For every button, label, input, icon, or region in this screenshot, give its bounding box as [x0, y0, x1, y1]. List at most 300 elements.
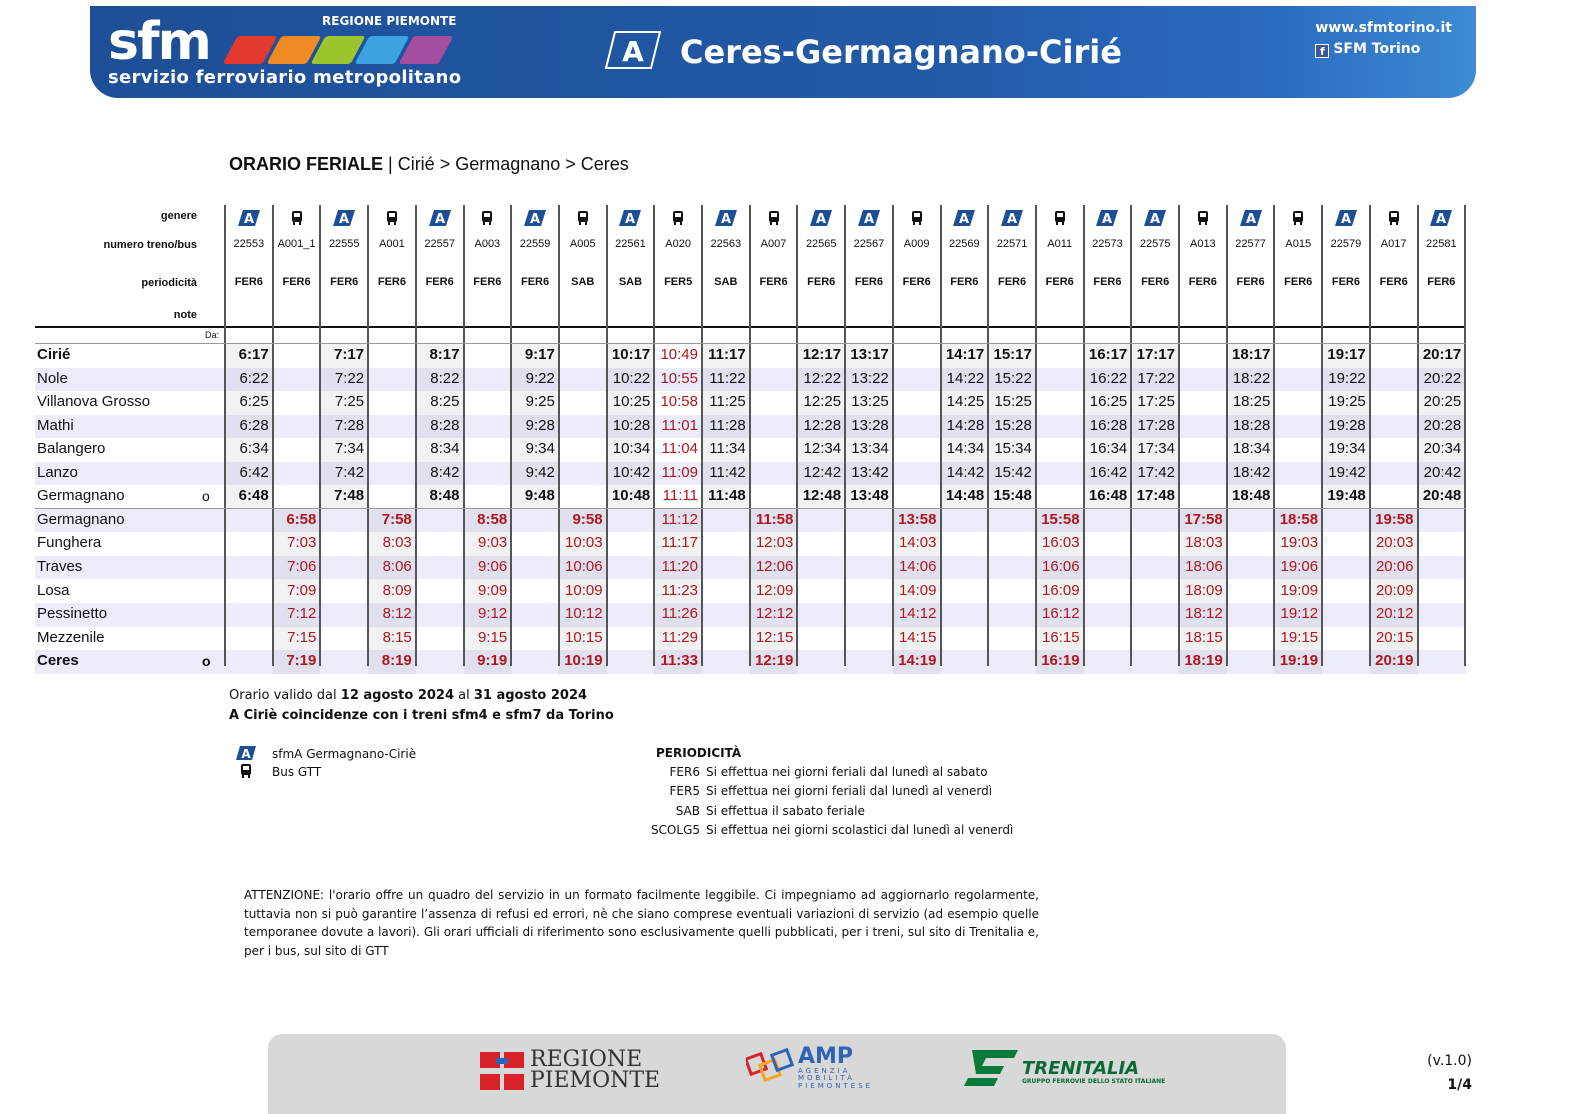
amp-sub3: PIEMONTESE [798, 1081, 874, 1090]
column-divider [940, 205, 942, 666]
departure-time: 8:58 [477, 510, 508, 528]
legend-train-label: sfmA Germagnano-Ciriè [272, 747, 417, 761]
departure-time: 14:28 [946, 416, 985, 434]
departure-time: 12:34 [803, 440, 842, 458]
departure-time: 6:22 [239, 369, 269, 387]
departure-time: 9:48 [524, 487, 555, 505]
departure-time: 11:28 [709, 416, 746, 434]
station-name: Ceres [37, 652, 79, 670]
departure-time: 13:34 [851, 440, 889, 458]
train-number: 22555 [328, 238, 360, 250]
bus-icon [667, 210, 689, 226]
departure-time: 13:48 [850, 487, 889, 505]
departure-time: 15:48 [993, 487, 1032, 505]
departure-time: 10:06 [565, 557, 603, 575]
train-number: A001_1 [277, 238, 316, 250]
departure-time: 16:48 [1088, 487, 1128, 505]
line-a-icon [605, 30, 661, 70]
svg-text:A: A [1007, 212, 1018, 226]
legend-bus [236, 763, 416, 781]
station-name: Germagnano [37, 510, 125, 528]
departure-time: 7:06 [287, 557, 317, 575]
departure-time: 12:09 [755, 581, 794, 599]
departure-time: 9:15 [477, 628, 508, 646]
train-icon [236, 746, 256, 760]
periodicity-code: FER6 [759, 276, 788, 288]
svg-text:A: A [434, 212, 445, 226]
departure-time: 7:15 [287, 628, 317, 646]
column-divider [844, 205, 846, 666]
departure-time: 6:34 [239, 440, 269, 458]
periodicity-code: FER6 [425, 276, 454, 288]
column-divider [224, 205, 226, 666]
periodicity-code: FER6 [1284, 276, 1313, 288]
column-divider [1226, 205, 1228, 666]
departure-time: 12:19 [755, 652, 794, 670]
departure-time: 9:25 [525, 393, 555, 411]
departure-time: 16:03 [1042, 534, 1080, 552]
legend-train [236, 745, 416, 763]
departure-time: 19:09 [1280, 581, 1319, 599]
departure-time: 20:15 [1375, 628, 1414, 646]
departure-time: 12:28 [803, 416, 842, 434]
train-icon [1430, 210, 1452, 226]
departure-time: 11:58 [755, 510, 794, 528]
train-number: A020 [665, 238, 691, 250]
departure-time: 18:19 [1184, 652, 1223, 670]
departure-time: 10:48 [611, 487, 651, 505]
validity-prefix: Orario valido dal [229, 688, 341, 703]
departure-time: 10:34 [612, 440, 651, 458]
departure-time: 13:22 [851, 369, 889, 387]
departure-time: 6:42 [239, 463, 269, 481]
train-number: 22553 [233, 238, 265, 250]
sfm-stripes-logo [230, 36, 446, 64]
trenitalia-sub: GRUPPO FERROVIE DELLO STATO ITALIANE [1022, 1077, 1166, 1085]
validity-line [229, 686, 614, 706]
periodicita-code: SCOLG5 [650, 822, 700, 837]
departure-time: 7:28 [334, 416, 365, 434]
departure-time: 7:19 [286, 652, 317, 670]
facebook-link[interactable] [1315, 39, 1452, 60]
departure-time: 15:25 [994, 393, 1032, 411]
departure-time: 10:28 [612, 416, 651, 434]
region-label: REGIONE PIEMONTE [322, 14, 457, 28]
departure-time: 6:17 [238, 346, 269, 363]
departure-time: 10:17 [611, 346, 651, 363]
train-number: A003 [474, 238, 501, 250]
column-divider [987, 205, 989, 666]
departure-time: 19:28 [1328, 416, 1366, 434]
svg-text:A: A [720, 212, 731, 226]
validity-to: 31 agosto 2024 [473, 688, 588, 703]
svg-text:A: A [863, 212, 874, 226]
regione-piemonte-icon [480, 1052, 524, 1090]
departure-time: 19:19 [1279, 652, 1319, 670]
svg-text:A: A [241, 747, 251, 760]
periodicity-code: FER6 [1141, 276, 1170, 288]
departure-time: 15:22 [994, 369, 1032, 387]
svg-text:A: A [530, 212, 541, 226]
train-icon [333, 210, 355, 226]
train-icon [715, 210, 737, 226]
departure-time: 18:06 [1185, 557, 1223, 575]
departure-time: 8:48 [429, 487, 460, 505]
station-name: Balangero [37, 440, 106, 458]
departure-time: 10:03 [565, 534, 603, 552]
departure-time: 20:22 [1423, 369, 1462, 387]
column-divider [1417, 205, 1419, 666]
departure-time: 14:17 [945, 346, 985, 363]
periodicity-code: FER6 [377, 276, 406, 288]
periodicity-code: FER6 [950, 276, 979, 288]
departure-time: 19:25 [1328, 393, 1366, 411]
row-rule [35, 508, 1466, 509]
departure-time: 14:19 [898, 652, 937, 670]
train-number: A007 [760, 238, 787, 250]
departure-time: 14:42 [946, 463, 985, 481]
row-rule [35, 343, 1466, 344]
column-divider [1464, 205, 1466, 666]
departure-time: 12:17 [802, 346, 842, 363]
train-number: A011 [1047, 238, 1073, 250]
column-divider [1083, 205, 1085, 666]
periodicity-code: FER6 [1331, 276, 1360, 288]
train-number: A017 [1380, 238, 1407, 250]
departure-time: 18:42 [1232, 463, 1271, 481]
departure-time: 9:03 [477, 534, 508, 552]
train-icon [429, 210, 451, 226]
departure-time: 13:28 [851, 416, 889, 434]
train-number: 22575 [1139, 238, 1171, 250]
departure-time: 18:48 [1232, 487, 1271, 505]
departure-time: 14:25 [946, 393, 985, 411]
train-number: A013 [1189, 238, 1216, 250]
departure-time: 18:03 [1185, 534, 1223, 552]
departure-time: 8:28 [430, 416, 460, 434]
departure-time: 8:25 [430, 393, 460, 411]
departure-time: 7:12 [287, 605, 317, 623]
departure-time: 10:55 [660, 369, 698, 387]
departure-time: 11:33 [660, 652, 698, 670]
departure-time: 9:58 [572, 510, 603, 528]
station-name: Pessinetto [37, 605, 108, 623]
departure-time: 9:19 [477, 652, 508, 670]
periodicity-code: SAB [571, 276, 595, 288]
periodicity-code: FER6 [473, 276, 502, 288]
periodicity-code: FER6 [234, 276, 263, 288]
departure-time: 9:34 [525, 440, 555, 458]
departure-time: 6:48 [238, 487, 269, 505]
train-number: A005 [569, 238, 596, 250]
train-icon [953, 210, 975, 226]
train-number: A015 [1285, 238, 1312, 250]
periodicita-code: FER5 [669, 784, 700, 799]
departure-time: 11:12 [661, 510, 698, 528]
periodicity-code: FER6 [1427, 276, 1456, 288]
departure-time: 8:22 [430, 369, 460, 387]
departure-time: 8:03 [382, 534, 412, 552]
train-icon [1335, 210, 1357, 226]
departure-time: 11:09 [661, 463, 698, 481]
facebook-label: SFM Torino [1333, 41, 1421, 57]
bus-icon [476, 210, 498, 226]
departure-time: 10:22 [612, 369, 651, 387]
departure-time: 11:23 [661, 581, 698, 599]
facebook-icon: f [1315, 44, 1329, 58]
version-info [1427, 1050, 1472, 1098]
line-title: Ceres-Germagnano-Cirié [680, 33, 1122, 71]
bus-icon [763, 210, 785, 226]
trenitalia-icon [964, 1046, 1020, 1086]
amp-icon [746, 1046, 796, 1090]
departure-time: 9:09 [477, 581, 508, 599]
periodicita-desc: Si effettua nei giorni feriali dal lunedì al sabato [706, 765, 988, 780]
departure-time: 16:19 [1041, 652, 1080, 670]
departure-time: 12:06 [755, 557, 794, 575]
departure-time: 20:48 [1422, 487, 1462, 505]
train-number: 22577 [1235, 238, 1266, 250]
periodicity-code: FER5 [664, 276, 693, 288]
departure-time: 14:22 [946, 369, 985, 387]
departure-time: 18:12 [1185, 605, 1223, 623]
departure-time: 20:34 [1423, 440, 1462, 458]
departure-time: 8:42 [430, 463, 460, 481]
departure-time: 13:25 [851, 393, 889, 411]
train-number: 22565 [805, 238, 837, 250]
departure-time: 16:28 [1089, 416, 1128, 434]
departure-time: 18:09 [1185, 581, 1223, 599]
periodicita-item [648, 763, 1013, 782]
amp-sub2: MOBILITÀ [798, 1074, 855, 1083]
departure-time: 7:03 [287, 534, 317, 552]
departure-time: 11:04 [661, 440, 698, 458]
departure-time: 15:42 [994, 463, 1032, 481]
svg-text:A: A [1340, 212, 1351, 226]
station-mark: o [202, 488, 210, 505]
train-number: 22569 [949, 238, 980, 250]
timetable [35, 205, 1466, 670]
departure-time: 16:42 [1089, 463, 1128, 481]
periodicita-code: SAB [675, 803, 700, 818]
legend [236, 745, 416, 781]
departure-time: 7:17 [334, 346, 365, 363]
train-number: 22557 [424, 238, 455, 250]
train-number: 22579 [1330, 238, 1362, 250]
departure-time: 11:01 [661, 416, 698, 434]
departure-time: 11:17 [661, 534, 698, 552]
warning-note: ATTENZIONE: l'orario offre un quadro del servizio in un formato facilmente leggibile. Ci impegniamo ad aggiornarlo regolarmente, tuttavia non si può garantire l’assenza di refusi ed errori, nè che siano comprese eventuali variazioni di servizio (ad esempio quelle temporanee dovute a lavori). Gli orari ufficiali di riferimento sono esclusivamente quelli pubblicati, per i treni, sul sito di Trenitalia e, per i bus, sul sito di GTT [244, 888, 1039, 958]
departure-time: 20:09 [1375, 581, 1414, 599]
svg-text:A: A [339, 212, 350, 226]
periodicity-code: FER6 [1379, 276, 1408, 288]
departure-time: 8:12 [382, 605, 412, 623]
departure-time: 17:48 [1136, 487, 1175, 505]
trenitalia-label: TRENITALIA [1022, 1057, 1140, 1079]
departure-time: 8:15 [382, 628, 412, 646]
column-divider [606, 205, 608, 666]
periodicity-code: FER6 [1236, 276, 1265, 288]
departure-time: 7:34 [334, 440, 365, 458]
validity-mid: al [454, 688, 474, 703]
train-icon [1096, 210, 1118, 226]
departure-time: 9:42 [525, 463, 555, 481]
departure-time: 17:58 [1184, 510, 1223, 528]
departure-time: 18:25 [1232, 393, 1271, 411]
periodicita-list [648, 763, 1013, 840]
bus-icon [381, 210, 403, 226]
departure-time: 11:26 [661, 605, 698, 623]
station-name: Losa [37, 581, 70, 599]
departure-time: 11:29 [661, 628, 698, 646]
periodicity-code: FER6 [854, 276, 883, 288]
departure-time: 8:19 [381, 652, 412, 670]
station-name: Funghera [37, 534, 102, 552]
bus-icon [572, 210, 594, 226]
departure-time: 7:48 [334, 487, 365, 505]
title-bold: ORARIO FERIALE [229, 154, 384, 174]
departure-time: 7:58 [381, 510, 412, 528]
departure-time: 15:34 [994, 440, 1032, 458]
departure-time: 12:03 [755, 534, 794, 552]
departure-time: 7:22 [334, 369, 365, 387]
version-label: (v.1.0) [1427, 1053, 1472, 1069]
departure-time: 10:15 [565, 628, 603, 646]
bus-icon [1287, 210, 1309, 226]
svg-text:A: A [1150, 212, 1161, 226]
departure-time: 13:58 [898, 510, 937, 528]
departure-time: 12:48 [802, 487, 842, 505]
regione-line1: REGIONE [530, 1047, 643, 1072]
departure-time: 8:09 [382, 581, 412, 599]
departure-time: 14:09 [898, 581, 937, 599]
departure-time: 10:25 [612, 393, 651, 411]
page-title [229, 154, 629, 175]
footer-logos [268, 1034, 1286, 1114]
train-number: 22563 [710, 238, 742, 250]
departure-time: 12:15 [755, 628, 794, 646]
label-da: Da: [205, 330, 220, 340]
departure-time: 19:42 [1328, 463, 1366, 481]
periodicity-code: FER6 [282, 276, 311, 288]
contacts [1315, 18, 1452, 60]
train-icon [238, 210, 260, 226]
periodicita-item [648, 802, 1013, 821]
column-divider [415, 205, 417, 666]
train-icon [858, 210, 880, 226]
website-link[interactable]: www.sfmtorino.it [1315, 20, 1452, 36]
departure-time: 11:48 [708, 487, 746, 505]
periodicita-title: PERIODICITÀ [656, 746, 742, 760]
train-icon [1001, 210, 1023, 226]
departure-time: 17:42 [1137, 463, 1175, 481]
departure-time: 16:06 [1042, 557, 1080, 575]
departure-time: 19:48 [1327, 487, 1366, 505]
departure-time: 9:12 [477, 605, 508, 623]
departure-time: 20:17 [1422, 346, 1462, 363]
column-divider [701, 205, 703, 666]
departure-time: 16:22 [1089, 369, 1128, 387]
departure-time: 18:34 [1232, 440, 1271, 458]
bus-icon [236, 764, 256, 778]
train-icon [619, 210, 641, 226]
departure-time: 13:17 [850, 346, 889, 363]
departure-time: 11:11 [662, 487, 698, 505]
departure-time: 14:03 [898, 534, 937, 552]
station-name: Mathi [37, 416, 74, 434]
departure-time: 20:03 [1375, 534, 1414, 552]
departure-time: 20:19 [1375, 652, 1414, 670]
train-icon [524, 210, 546, 226]
periodicity-code: SAB [618, 276, 643, 288]
bus-icon [1192, 210, 1214, 226]
departure-time: 6:25 [239, 393, 269, 411]
periodicity-code: FER6 [1093, 276, 1122, 288]
departure-time: 14:15 [898, 628, 937, 646]
departure-time: 18:22 [1232, 369, 1271, 387]
page-number: 1/4 [1447, 1076, 1472, 1093]
departure-time: 14:06 [898, 557, 937, 575]
departure-time: 19:22 [1328, 369, 1366, 387]
sfm-logo: sfm [108, 12, 210, 72]
svg-text:A: A [816, 212, 827, 226]
departure-time: 14:34 [946, 440, 985, 458]
amp-logo [746, 1046, 873, 1090]
departure-time: 19:15 [1280, 628, 1319, 646]
station-name: Nole [37, 369, 68, 387]
bus-icon [906, 210, 928, 226]
departure-time: 11:25 [709, 393, 746, 411]
departure-time: 10:49 [660, 346, 698, 363]
periodicita-item [648, 821, 1013, 840]
regione-piemonte-logo [480, 1047, 661, 1093]
label-numero: numero treno/bus [103, 239, 197, 251]
svg-text:A: A [1436, 212, 1447, 226]
regione-line2: PIEMONTE [530, 1067, 661, 1093]
station-mark: o [202, 653, 211, 670]
station-name: Cirié [37, 346, 71, 363]
periodicity-code: FER6 [902, 276, 931, 288]
label-note: note [173, 309, 197, 321]
departure-time: 9:17 [524, 346, 555, 363]
column-divider [510, 205, 512, 666]
departure-time: 20:25 [1423, 393, 1462, 411]
column-divider [319, 205, 321, 666]
train-number: 22571 [996, 238, 1028, 250]
departure-time: 10:58 [660, 393, 698, 411]
departure-time: 9:06 [477, 557, 508, 575]
station-name: Traves [37, 557, 83, 575]
periodicita-desc: Si effettua nei giorni feriali dal lunedì al venerdì [706, 784, 993, 799]
departure-time: 13:42 [851, 463, 889, 481]
label-genere: genere [160, 210, 197, 222]
periodicita-code: FER6 [669, 765, 700, 780]
departure-time: 8:06 [382, 557, 412, 575]
departure-time: 18:28 [1232, 416, 1271, 434]
train-number: 22559 [519, 238, 551, 250]
periodicity-code: FER6 [1188, 276, 1217, 288]
train-number: A009 [903, 238, 930, 250]
periodicity-code: FER6 [330, 276, 359, 288]
bus-icon [286, 210, 308, 226]
label-periodicita: periodicità [141, 277, 197, 289]
station-name: Lanzo [37, 463, 78, 481]
departure-time: 19:03 [1280, 534, 1319, 552]
periodicita-legend [648, 744, 1013, 840]
train-number: 22573 [1092, 238, 1123, 250]
departure-time: 16:17 [1088, 346, 1128, 363]
departure-time: 8:17 [429, 346, 460, 363]
